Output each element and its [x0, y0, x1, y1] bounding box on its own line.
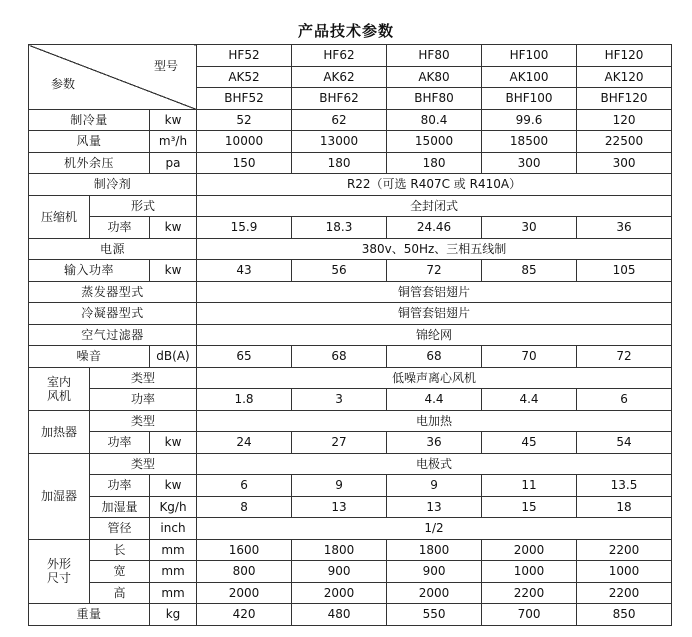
- unit-cell: mm: [150, 582, 197, 604]
- table-row: [29, 109, 672, 131]
- value-cell: 36: [577, 217, 672, 239]
- value-cell: 8: [197, 496, 292, 518]
- sub-label: 类型: [90, 453, 197, 475]
- table-row: [29, 346, 672, 368]
- unit-cell: dB(A): [150, 346, 197, 368]
- row-label: 风量: [29, 131, 150, 153]
- group-label: 加热器: [29, 410, 90, 453]
- value-cell: 105: [577, 260, 672, 282]
- unit-cell: kw: [150, 260, 197, 282]
- value-cell: 1.8: [197, 389, 292, 411]
- value-cell: 30: [482, 217, 577, 239]
- sub-label: 类型: [90, 367, 197, 389]
- value-cell: 700: [482, 604, 577, 626]
- value-cell: 65: [197, 346, 292, 368]
- value-cell: 850: [577, 604, 672, 626]
- value-cell: 36: [387, 432, 482, 454]
- value-cell: 68: [292, 346, 387, 368]
- value-cell: 24.46: [387, 217, 482, 239]
- value-cell: 13.5: [577, 475, 672, 497]
- value-cell: 18500: [482, 131, 577, 153]
- value-cell: 62: [292, 109, 387, 131]
- model-cell: HF120: [577, 45, 672, 67]
- row-label: 机外余压: [29, 152, 150, 174]
- value-cell: 85: [482, 260, 577, 282]
- table-row: [29, 260, 672, 282]
- table-row: [29, 303, 672, 325]
- model-cell: BHF52: [197, 88, 292, 110]
- row-label: 噪音: [29, 346, 150, 368]
- sub-label: 加湿量: [90, 496, 150, 518]
- value-cell: 15000: [387, 131, 482, 153]
- group-label: [29, 367, 90, 410]
- merged-value-cell: 全封闭式: [197, 195, 672, 217]
- value-cell: 2000: [482, 539, 577, 561]
- value-cell: 10000: [197, 131, 292, 153]
- unit-cell: mm: [150, 561, 197, 583]
- value-cell: 1600: [197, 539, 292, 561]
- group-label-line: 室内: [46, 374, 71, 389]
- model-header-label: 型号: [154, 59, 179, 73]
- merged-value-cell: 铜管套铝翅片: [197, 281, 672, 303]
- model-cell: HF62: [292, 45, 387, 67]
- table-row: [29, 518, 672, 540]
- value-cell: 13000: [292, 131, 387, 153]
- merged-value-cell: 铜管套铝翅片: [197, 303, 672, 325]
- value-cell: 2200: [482, 582, 577, 604]
- table-row: [29, 367, 672, 389]
- row-label: 制冷剂: [29, 174, 197, 196]
- unit-cell: Kg/h: [150, 496, 197, 518]
- unit-cell: kw: [150, 475, 197, 497]
- diagonal-header-cell: [29, 45, 197, 110]
- sub-label: 长: [90, 539, 150, 561]
- value-cell: 43: [197, 260, 292, 282]
- page-title: 产品技术参数: [297, 22, 394, 40]
- model-cell: AK80: [387, 66, 482, 88]
- unit-cell: kw: [150, 217, 197, 239]
- table-row: [29, 195, 672, 217]
- value-cell: 1800: [387, 539, 482, 561]
- value-cell: 1000: [577, 561, 672, 583]
- sub-label: 高: [90, 582, 150, 604]
- model-cell: HF100: [482, 45, 577, 67]
- value-cell: 2200: [577, 539, 672, 561]
- model-cell: BHF80: [387, 88, 482, 110]
- sub-label: 功率: [90, 217, 150, 239]
- table-row: [29, 217, 672, 239]
- table-row: [29, 561, 672, 583]
- value-cell: 1000: [482, 561, 577, 583]
- value-cell: 1800: [292, 539, 387, 561]
- table-row: [29, 604, 672, 626]
- value-cell: 80.4: [387, 109, 482, 131]
- group-label-line: 外形: [46, 557, 71, 572]
- row-label: 空气过滤器: [29, 324, 197, 346]
- model-cell: AK62: [292, 66, 387, 88]
- value-cell: 6: [197, 475, 292, 497]
- merged-value-cell: 电加热: [197, 410, 672, 432]
- value-cell: 15.9: [197, 217, 292, 239]
- value-cell: 45: [482, 432, 577, 454]
- table-row: [29, 131, 672, 153]
- model-cell: BHF100: [482, 88, 577, 110]
- row-label: 冷凝器型式: [29, 303, 197, 325]
- value-cell: 3: [292, 389, 387, 411]
- value-cell: 27: [292, 432, 387, 454]
- unit-cell: inch: [150, 518, 197, 540]
- value-cell: 68: [387, 346, 482, 368]
- table-row: [29, 432, 672, 454]
- spec-table: [28, 44, 672, 626]
- model-cell: BHF62: [292, 88, 387, 110]
- merged-value-cell: R22（可选 R407C 或 R410A）: [197, 174, 672, 196]
- value-cell: 99.6: [482, 109, 577, 131]
- value-cell: 54: [577, 432, 672, 454]
- value-cell: 13: [292, 496, 387, 518]
- value-cell: 2200: [577, 582, 672, 604]
- merged-value-cell: 1/2: [197, 518, 672, 540]
- sub-label: 宽: [90, 561, 150, 583]
- value-cell: 52: [197, 109, 292, 131]
- value-cell: 13: [387, 496, 482, 518]
- value-cell: 2000: [197, 582, 292, 604]
- table-row: [29, 582, 672, 604]
- row-label: 输入功率: [29, 260, 150, 282]
- sub-label: 功率: [90, 475, 150, 497]
- value-cell: 9: [387, 475, 482, 497]
- table-row: [29, 281, 672, 303]
- model-cell: HF80: [387, 45, 482, 67]
- table-row: [29, 539, 672, 561]
- value-cell: 6: [577, 389, 672, 411]
- unit-cell: pa: [150, 152, 197, 174]
- model-cell: BHF120: [577, 88, 672, 110]
- group-label: 加湿器: [29, 453, 90, 539]
- merged-value-cell: 锦纶网: [197, 324, 672, 346]
- sub-label: 功率: [90, 432, 150, 454]
- value-cell: 18.3: [292, 217, 387, 239]
- model-cell: HF52: [197, 45, 292, 67]
- value-cell: 4.4: [387, 389, 482, 411]
- value-cell: 9: [292, 475, 387, 497]
- value-cell: 72: [577, 346, 672, 368]
- param-header-label: 参数: [51, 77, 76, 91]
- model-cell: AK120: [577, 66, 672, 88]
- value-cell: 180: [387, 152, 482, 174]
- value-cell: 56: [292, 260, 387, 282]
- model-cell: AK52: [197, 66, 292, 88]
- value-cell: 2000: [292, 582, 387, 604]
- table-row: [29, 453, 672, 475]
- table-row: [29, 496, 672, 518]
- value-cell: 800: [197, 561, 292, 583]
- table-row: [29, 152, 672, 174]
- value-cell: 70: [482, 346, 577, 368]
- table-row: [29, 174, 672, 196]
- value-cell: 900: [292, 561, 387, 583]
- value-cell: 22500: [577, 131, 672, 153]
- sub-label: 功率: [90, 389, 197, 411]
- value-cell: 24: [197, 432, 292, 454]
- value-cell: 900: [387, 561, 482, 583]
- table-row: [29, 238, 672, 260]
- model-cell: AK100: [482, 66, 577, 88]
- group-label: [29, 539, 90, 604]
- value-cell: 18: [577, 496, 672, 518]
- value-cell: 120: [577, 109, 672, 131]
- value-cell: 550: [387, 604, 482, 626]
- group-label-line: 尺寸: [46, 571, 71, 586]
- table-row: [29, 475, 672, 497]
- merged-value-cell: 电极式: [197, 453, 672, 475]
- table-row: [29, 45, 672, 67]
- merged-value-cell: 低噪声离心风机: [197, 367, 672, 389]
- value-cell: 420: [197, 604, 292, 626]
- merged-value-cell: 380v、50Hz、三相五线制: [197, 238, 672, 260]
- sub-label: 形式: [90, 195, 197, 217]
- value-cell: 15: [482, 496, 577, 518]
- value-cell: 72: [387, 260, 482, 282]
- unit-cell: kw: [150, 109, 197, 131]
- sub-label: 类型: [90, 410, 197, 432]
- value-cell: 480: [292, 604, 387, 626]
- value-cell: 180: [292, 152, 387, 174]
- value-cell: 2000: [387, 582, 482, 604]
- value-cell: 300: [482, 152, 577, 174]
- value-cell: 11: [482, 475, 577, 497]
- unit-cell: kg: [150, 604, 197, 626]
- row-label: 制冷量: [29, 109, 150, 131]
- value-cell: 150: [197, 152, 292, 174]
- table-row: [29, 410, 672, 432]
- row-label: 电源: [29, 238, 197, 260]
- value-cell: 4.4: [482, 389, 577, 411]
- group-label: 压缩机: [29, 195, 90, 238]
- unit-cell: m³/h: [150, 131, 197, 153]
- table-row: [29, 324, 672, 346]
- sub-label: 管径: [90, 518, 150, 540]
- table-row: [29, 389, 672, 411]
- unit-cell: kw: [150, 432, 197, 454]
- row-label: 蒸发器型式: [29, 281, 197, 303]
- row-label: 重量: [29, 604, 150, 626]
- value-cell: 300: [577, 152, 672, 174]
- group-label-line: 风机: [46, 388, 71, 403]
- unit-cell: mm: [150, 539, 197, 561]
